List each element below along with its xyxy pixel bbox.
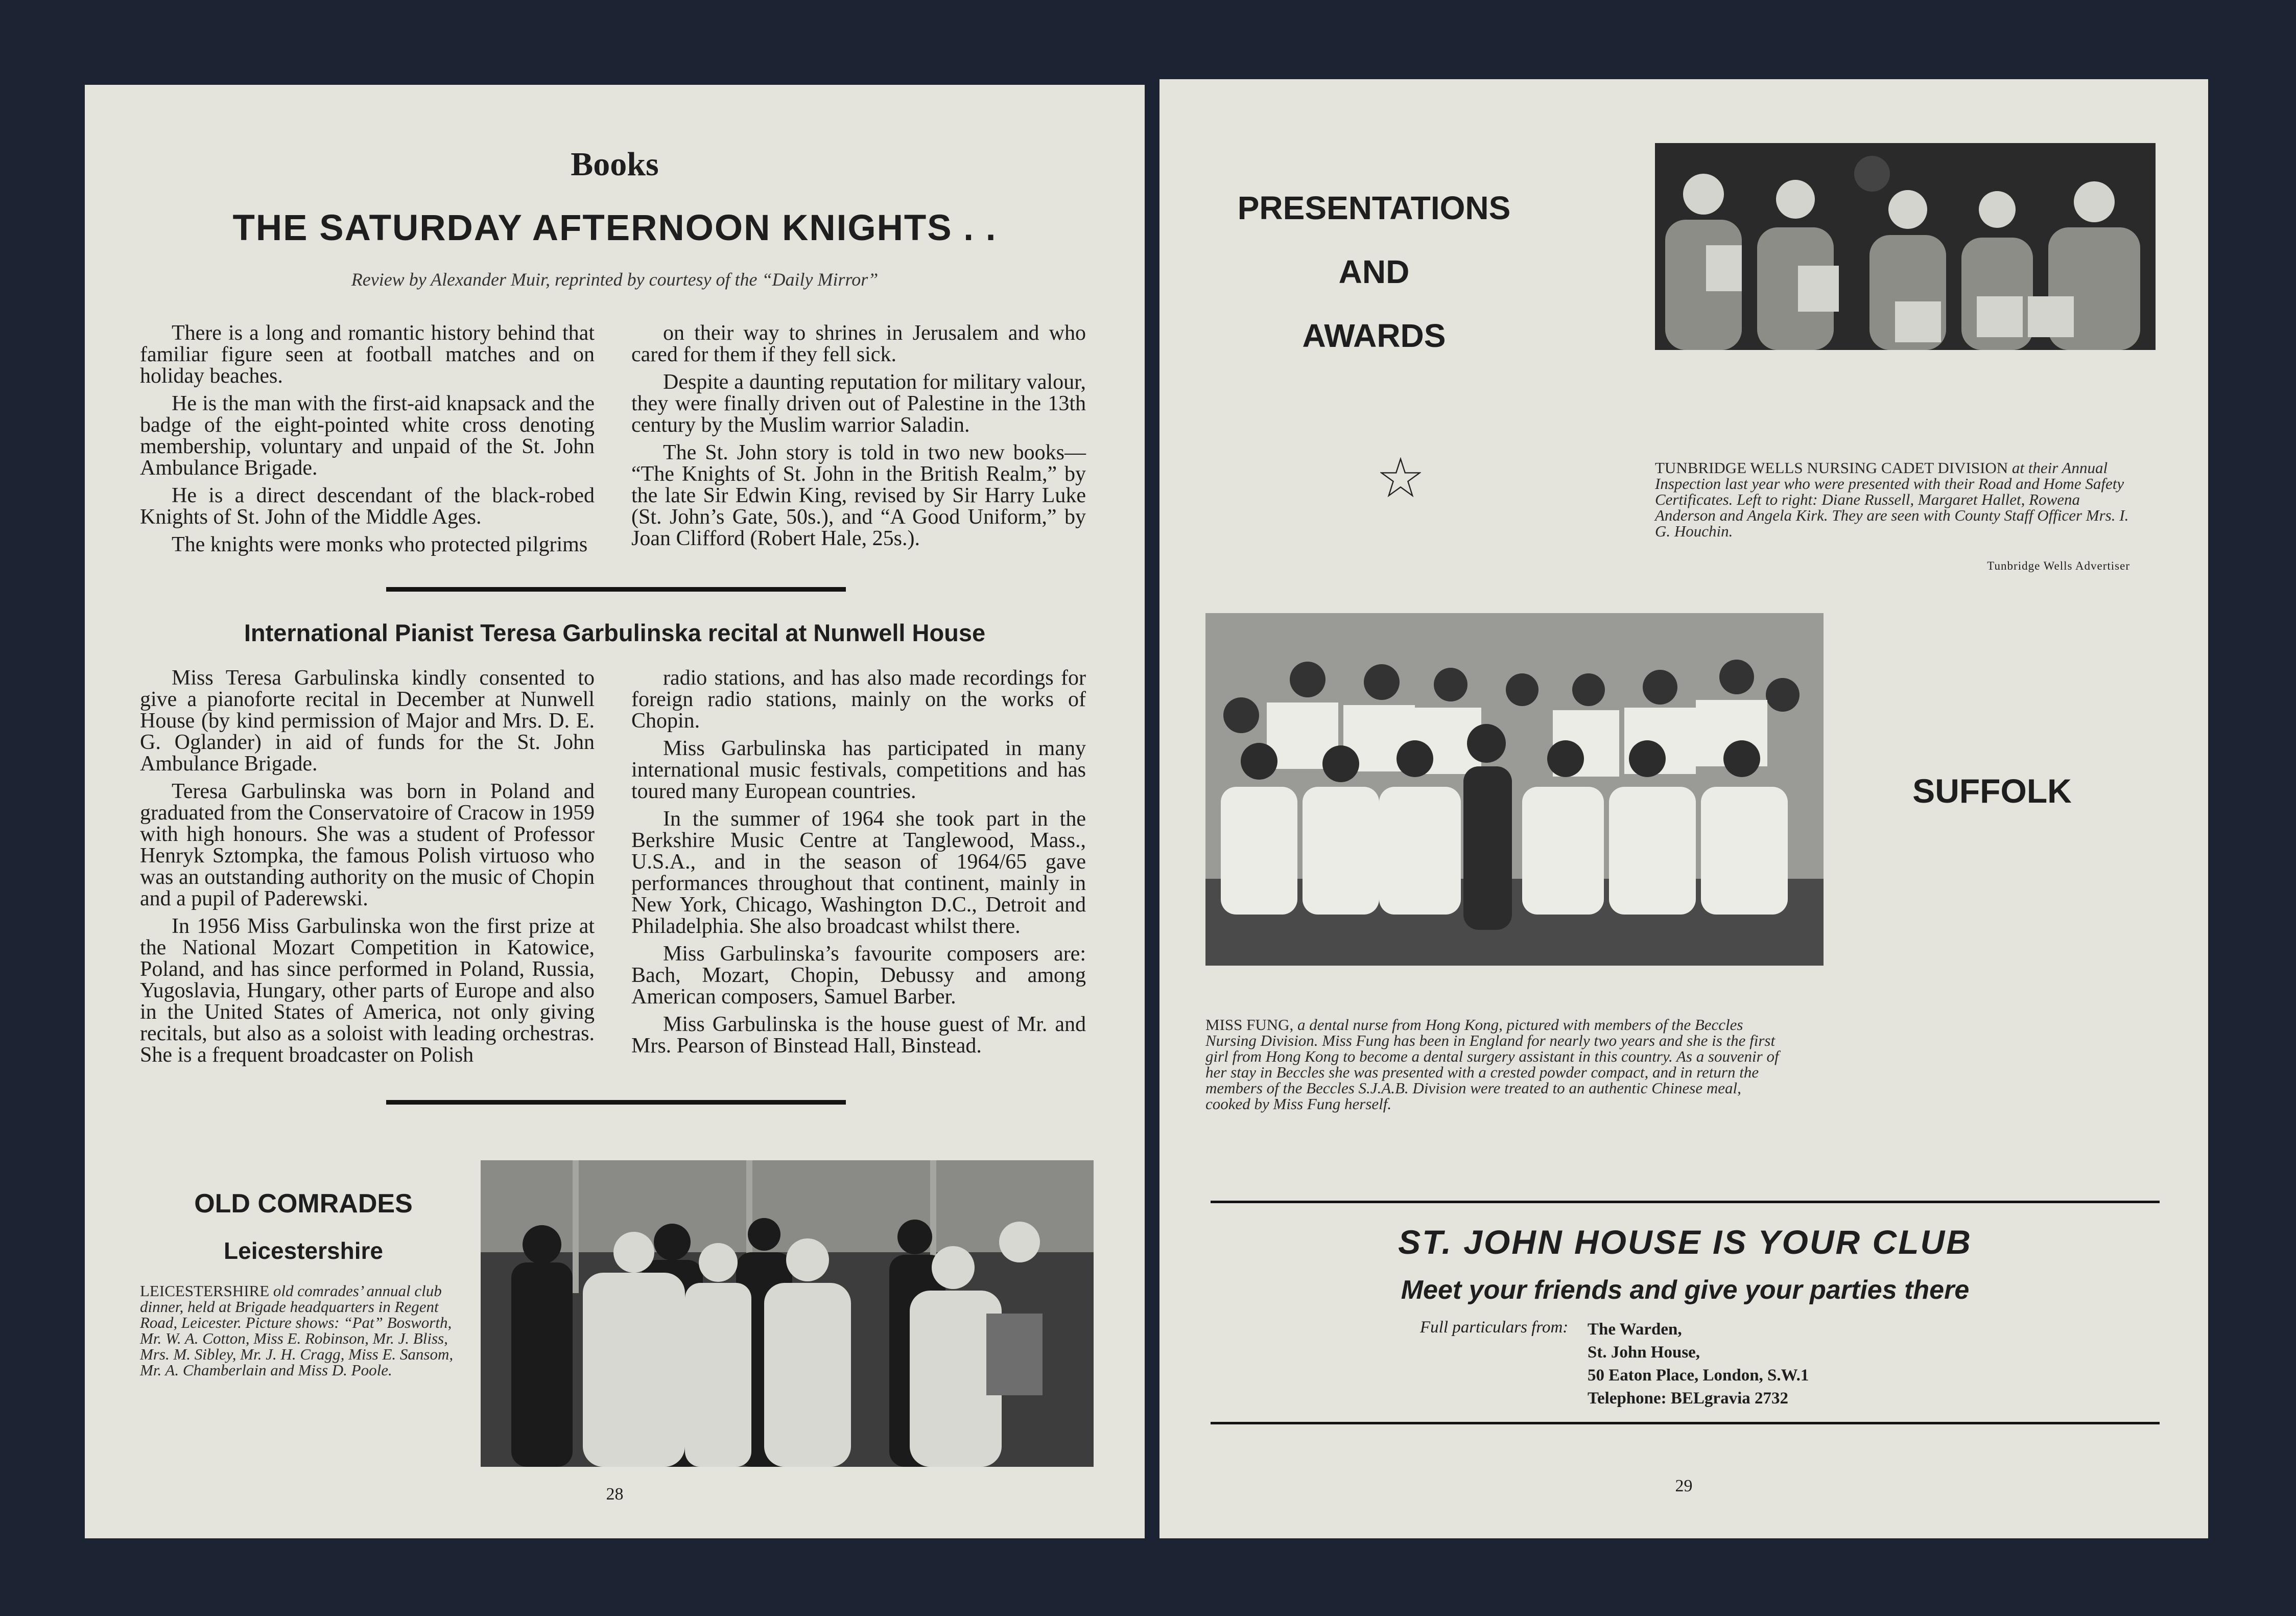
address-line: The Warden,: [1588, 1320, 1682, 1339]
paragraph: In the summer of 1964 she took part in the Berkshire Music Centre at Tanglewood, Mass., U.S.A., and in the season of 1964/65 gave performances throughout that continent, mainly in New York, Chicago, Washington D.C., Detroit and Philadelphia. She also broadcast whilst there.: [631, 807, 1086, 938]
paragraph: In 1956 Miss Garbulinska won the first prize at the National Mozart Competition in Katowice, Poland, and has since performed in Poland, Russia, Yugoslavia, Hungary, other parts of Europe and also in the United States of America, not only giving recitals, but also as a soloist with leading orchestras. She is a frequent broadcaster on Polish: [140, 915, 595, 1067]
paragraph: He is a direct descendant of the black-robed Knights of St. John of the Middle Ages.: [140, 484, 595, 529]
right-page: [1159, 79, 2208, 1538]
old-comrades-caption: [140, 1283, 457, 1378]
suffolk-title: SUFFOLK: [1912, 772, 2072, 810]
caption-text: old comrades’ annual club dinner, held at Brigade headquarters in Regent Road, Leicester. Picture shows: “Pat” Bosworth, Mr. W. A. Cotton, Miss E. Robinson, Mr. J. Bliss, Mrs. M. Sibley, Mr. J. H. Cragg, Miss E. Sansom, Mr. A. Chamberlain and Miss D. Poole.: [140, 1282, 454, 1379]
paragraph: radio stations, and has also made recordings for foreign radio stations, mainly on the works of Chopin.: [631, 666, 1086, 733]
books-column-2: [631, 322, 1086, 549]
section-divider: [386, 1100, 846, 1105]
heading-line: PRESENTATIONS: [1237, 190, 1511, 226]
caption-text: a dental nurse from Hong Kong, pictured with members of the Beccles Nursing Division. Miss Fung has been in England for nearly two years and she is the first girl from Hong Kong to become a dental surgery assistant in this country. As a souvenir of her stay in Beccles she was presented with a crested powder compact, and in return the members of the Beccles S.J.A.B. Division were treated to an authentic Chinese meal, cooked by Miss Fung herself.: [1205, 1016, 1779, 1113]
paragraph: Teresa Garbulinska was born in Poland and graduated from the Conservatoire of Cracow in 1959 with high honours. She was a student of Professor Henryk Sztompka, the famous Polish virtuoso who was an outstanding authority on the music of Chopin and a pupil of Paderewski.: [140, 780, 595, 910]
beccles-group-photo: [1205, 613, 1824, 966]
paragraph: Miss Garbulinska has participated in many international music festivals, competitions and has toured many European countries.: [631, 737, 1086, 803]
page-number: 28: [606, 1485, 624, 1504]
address-line: Telephone: BELgravia 2732: [1588, 1389, 1788, 1408]
caption-lead: TUNBRIDGE WELLS NURSING CADET DIVISION: [1655, 459, 2008, 477]
heading-line: AWARDS: [1302, 317, 1446, 354]
tunbridge-caption: [1655, 460, 2130, 539]
headline-saturday-knights: THE SATURDAY AFTERNOON KNIGHTS . .: [232, 208, 997, 248]
paragraph: Despite a daunting reputation for military valour, they were finally driven out of Palestine in the 13th century by the Muslim warrior Saladin.: [631, 370, 1086, 437]
caption-lead: MISS FUNG,: [1205, 1016, 1294, 1034]
star-icon: [1380, 457, 1421, 498]
old-comrades-subtitle: Leicestershire: [224, 1237, 383, 1264]
section-title-books: Books: [571, 146, 659, 183]
address-line: 50 Eaton Place, London, S.W.1: [1588, 1366, 1809, 1385]
club-ad-headline: ST. JOHN HOUSE IS YOUR CLUB: [1398, 1223, 1972, 1261]
photo-credit: Tunbridge Wells Advertiser: [1987, 559, 2130, 572]
old-comrades-photo: [481, 1160, 1094, 1467]
review-byline: Review by Alexander Muir, reprinted by courtesy of the “Daily Mirror”: [351, 269, 879, 290]
particulars-label: Full particulars from:: [1420, 1318, 1569, 1337]
section-divider: [386, 587, 846, 592]
paragraph: The knights were monks who protected pilgrims: [172, 533, 588, 556]
paragraph: Miss Teresa Garbulinska kindly consented to give a pianoforte recital in December at Nunwell House (by kind permission of Major and Mrs. D. E. G. Oglander) in aid of funds for the St. John Ambulance Brigade.: [140, 666, 595, 776]
paragraph: on their way to shrines in Jerusalem and who cared for them if they fell sick.: [631, 321, 1086, 366]
old-comrades-title: OLD COMRADES: [194, 1189, 413, 1219]
recital-column-1: [140, 667, 595, 1066]
books-column-1: [140, 322, 595, 555]
paragraph: He is the man with the first-aid knapsack and the badge of the eight-pointed white cross denoting membership, voluntary and unpaid of the St. John Ambulance Brigade.: [140, 392, 595, 480]
tunbridge-cadets-photo: [1655, 143, 2156, 350]
caption-text: at their Annual Inspection last year who were presented with their Road and Home Safety Certificates. Left to right: Diane Russell, Margaret Hallet, Rowena Anderson and Angela Kirk. They are seen with County Staff Officer Mrs. I. G. Houchin.: [1655, 459, 2129, 540]
recital-headline: International Pianist Teresa Garbulinska recital at Nunwell House: [244, 619, 986, 646]
club-address: [1588, 1318, 1945, 1410]
paragraph: There is a long and romantic history behind that familiar figure seen at football matches and on holiday beaches.: [140, 321, 595, 388]
presentations-heading: [1200, 176, 1548, 368]
paragraph: The St. John story is told in two new books— “The Knights of St. John in the British Realm,” by the late Sir Edwin King, revised by Sir Harry Luke (St. John’s Gate, 50s.), and “A Good Uniform,” by Joan Clifford (Robert Hale, 25s.).: [631, 441, 1086, 550]
ad-bottom-rule: [1211, 1422, 2160, 1424]
heading-line: AND: [1338, 253, 1410, 290]
page-number: 29: [1675, 1477, 1693, 1495]
paragraph: Miss Garbulinska’s favourite composers are: Bach, Mozart, Chopin, Debussy and among American composers, Samuel Barber.: [631, 942, 1086, 1009]
ad-top-rule: [1211, 1201, 2160, 1203]
left-page: [85, 85, 1145, 1538]
paragraph: Miss Garbulinska is the house guest of Mr. and Mrs. Pearson of Binstead Hall, Binstead.: [631, 1013, 1086, 1058]
club-ad-subline: Meet your friends and give your parties there: [1401, 1275, 1970, 1305]
fung-caption: [1205, 1017, 1788, 1112]
address-line: St. John House,: [1588, 1343, 1700, 1362]
caption-lead: LEICESTERSHIRE: [140, 1282, 270, 1300]
recital-column-2: [631, 667, 1086, 1057]
